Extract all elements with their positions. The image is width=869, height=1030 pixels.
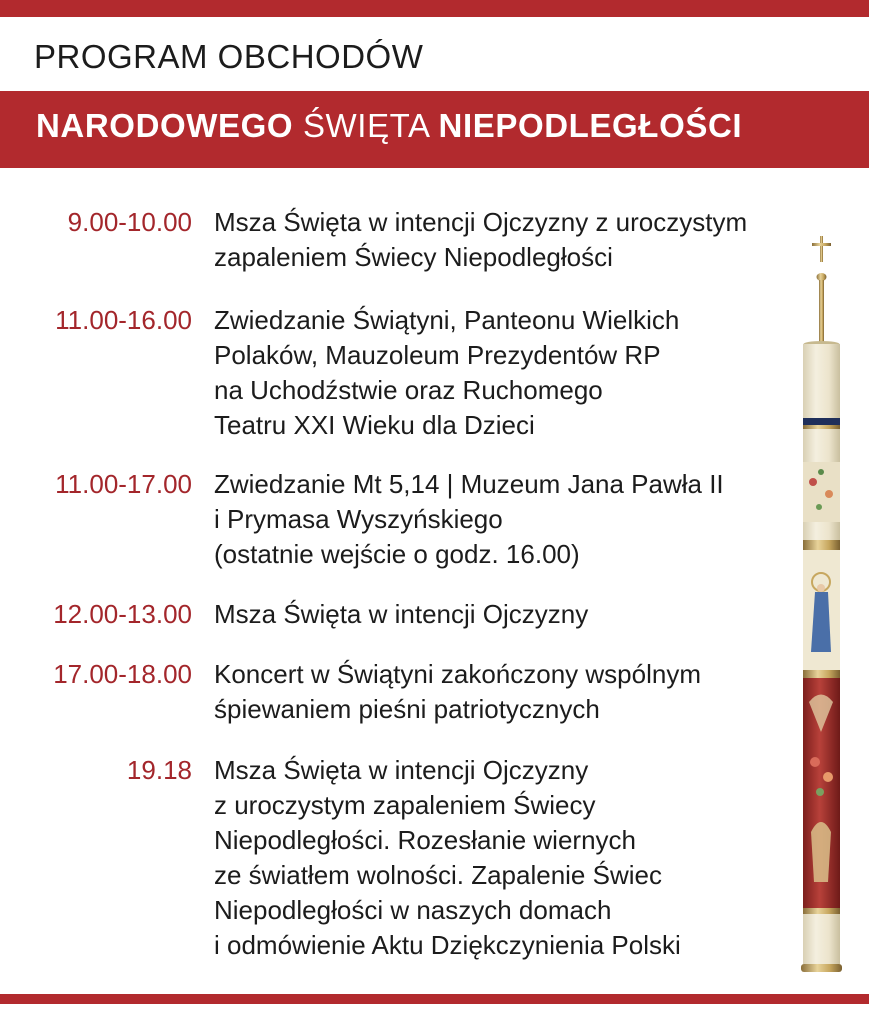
title-banner: [0, 91, 869, 168]
schedule-time: 9.00-10.00: [67, 207, 192, 237]
schedule-time: 19.18: [126, 755, 192, 785]
schedule-description: [214, 657, 814, 727]
description-line: na Uchodźstwie oraz Ruchomego: [214, 375, 603, 405]
description-line: Niepodległości. Rozesłanie wiernych: [214, 825, 636, 855]
banner-title-part1: NARODOWEGO: [36, 107, 294, 144]
description-line: i Prymasa Wyszyńskiego: [214, 504, 503, 534]
schedule-time: 12.00-13.00: [53, 599, 192, 629]
schedule-time: 11.00-17.00: [55, 469, 192, 499]
page-heading: PROGRAM OBCHODÓW: [34, 38, 424, 75]
description-line: Msza Święta w intencji Ojczyzny: [214, 599, 589, 629]
description-line: i odmówienie Aktu Dziękczynienia Polski: [214, 930, 681, 960]
description-line: Koncert w Świątyni zakończony wspólnym: [214, 659, 701, 689]
top-accent-bar: [0, 0, 869, 17]
description-line: ze światłem wolności. Zapalenie Świec: [214, 860, 662, 890]
schedule-description: [214, 303, 814, 443]
description-line: (ostatnie wejście o godz. 16.00): [214, 539, 580, 569]
description-line: Zwiedzanie Mt 5,14 | Muzeum Jana Pawła II: [214, 469, 724, 499]
schedule-description: [214, 467, 814, 572]
schedule-description: [214, 597, 814, 632]
schedule-time: 17.00-18.00: [53, 659, 192, 689]
bottom-accent-bar: [0, 994, 869, 1004]
schedule-description: [214, 753, 814, 963]
schedule-description: [214, 205, 814, 275]
description-line: Niepodległości w naszych domach: [214, 895, 612, 925]
schedule-time: 11.00-16.00: [55, 305, 192, 335]
description-line: Polaków, Mauzoleum Prezydentów RP: [214, 340, 661, 370]
description-line: Zwiedzanie Świątyni, Panteonu Wielkich: [214, 305, 680, 335]
candle-image: [795, 232, 855, 977]
description-line: Msza Święta w intencji Ojczyzny: [214, 755, 589, 785]
description-line: z uroczystym zapaleniem Świecy: [214, 790, 596, 820]
banner-title: [36, 107, 742, 145]
description-line: Teatru XXI Wieku dla Dzieci: [214, 410, 535, 440]
description-line: Msza Święta w intencji Ojczyzny z uroczystym: [214, 207, 748, 237]
banner-title-part2: ŚWIĘTA: [293, 107, 439, 144]
description-line: śpiewaniem pieśni patriotycznych: [214, 694, 600, 724]
description-line: zapaleniem Świecy Niepodległości: [214, 242, 613, 272]
banner-title-part3: NIEPODLEGŁOŚCI: [438, 107, 743, 144]
